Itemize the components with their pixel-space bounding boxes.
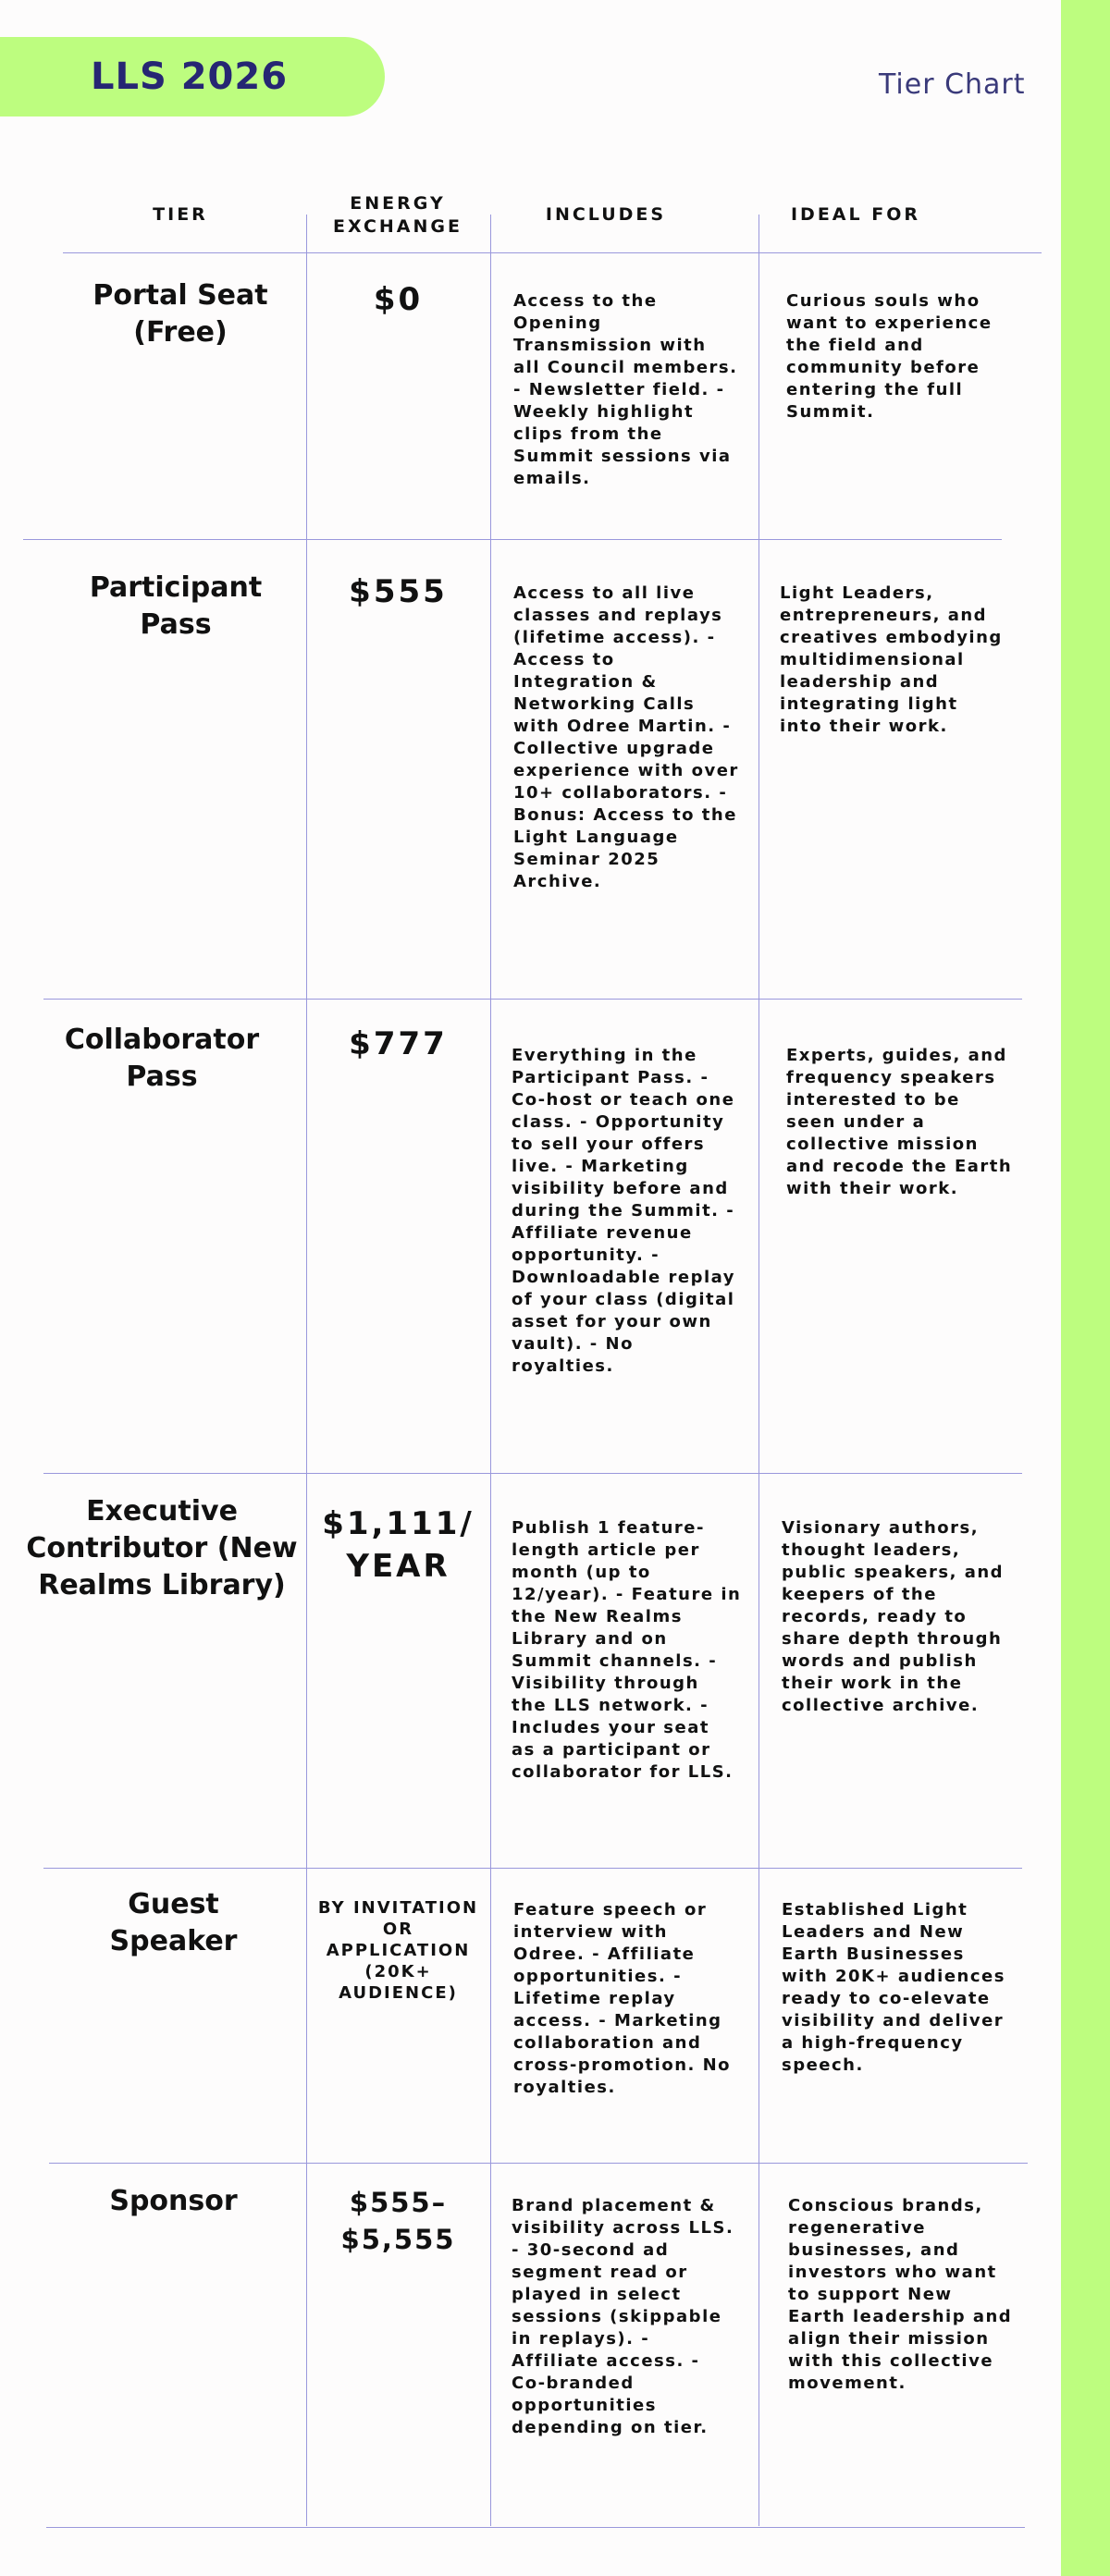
tier-ideal-for: Light Leaders, entrepreneurs, and creatives embodying multidimensional leadership and integrating light into their work.: [780, 583, 1003, 736]
tier-includes: Feature speech or interview with Odree. - Affiliate opportunities. - Lifetime replay access. - Marketing collaboration and cross-promotion. No royalties.: [513, 1900, 732, 2097]
tier-includes: Everything in the Participant Pass. - Co-host or teach one class. - Opportunity to sell your offers live. - Marketing visibility before and during the Summit. - Affiliate revenue opportunity. - Downloadable replay of your class (digital asset for your own vault). - No royalties.: [512, 1046, 735, 1376]
tier-price: $1,111/ YEAR: [322, 1505, 475, 1585]
row-divider: [43, 1473, 1022, 1474]
tier-name: Guest Speaker: [109, 1888, 238, 1957]
tier-name: Sponsor: [109, 2185, 238, 2217]
tier-includes: Publish 1 feature- length article per month (up to 12/year). - Feature in the New Realms Library and on Summit channels. - Visibility through the LLS network. - Includes your seat as a participant or collaborator for LLS.: [512, 1518, 742, 1782]
tier-price: $0: [373, 281, 424, 318]
tier-includes: Brand placement & visibility across LLS. - 30-second ad segment read or played in select sessions (skippable in replays). - Affiliate access. - Co-branded opportunities depending on tier.: [512, 2196, 734, 2437]
col-header-energy-line1: ENERGY: [350, 193, 446, 214]
tier-ideal-for: Experts, guides, and frequency speakers interested to be seen under a collective mission and recode the Earth with their work.: [786, 1046, 1013, 1198]
tier-price: $555– $5,555: [340, 2187, 456, 2255]
row-divider: [49, 2163, 1028, 2164]
col-header-ideal-for: IDEAL FOR: [790, 204, 920, 225]
col-header-includes: INCLUDES: [545, 204, 667, 225]
tier-ideal-for: Conscious brands, regenerative businesses, and investors who want to support New Earth leadership and align their mission with this collective movement.: [788, 2196, 1013, 2393]
tier-includes: Access to all live classes and replays (lifetime access). - Access to Integration & Networking Calls with Odree Martin. - Collective upgrade experience with over 10+ collaborators. - Bonus: Access to the Light Language Seminar 2025 Archive.: [513, 583, 739, 891]
tier-name: Collaborator Pass: [64, 1024, 260, 1093]
column-divider: [306, 215, 307, 2526]
tier-includes: Access to the Opening Transmission with all Council members. - Newsletter field. - Weekly highlight clips from the Summit sessions via emails.: [513, 291, 738, 488]
tier-ideal-for: Visionary authors, thought leaders, public speakers, and keepers of the records, ready to share depth through words and publish their work in the collective archive.: [782, 1518, 1005, 1715]
tier-price: $777: [349, 1025, 448, 1062]
row-divider: [46, 2527, 1025, 2528]
row-divider: [43, 999, 1022, 1000]
right-accent-bar: [1061, 0, 1110, 2576]
tier-ideal-for: Established Light Leaders and New Earth Businesses with 20K+ audiences ready to co-elevate visibility and deliver a high-frequency speech.: [782, 1900, 1005, 2075]
col-header-tier: TIER: [153, 204, 208, 225]
page-subtitle: Tier Chart: [879, 68, 1026, 101]
row-divider: [63, 252, 1042, 253]
col-header-energy-line2: EXCHANGE: [333, 216, 462, 237]
tier-name: Participant Pass: [89, 571, 263, 641]
tier-ideal-for: Curious souls who want to experience the field and community before entering the full Summit.: [786, 291, 993, 422]
row-divider: [23, 539, 1002, 540]
tier-price: BY INVITATION OR APPLICATION (20K+ AUDIENCE): [317, 1898, 479, 2003]
column-divider: [490, 215, 491, 2526]
tier-name: Executive Contributor (New Realms Library): [26, 1495, 298, 1601]
row-divider: [43, 1868, 1022, 1869]
tier-price: $555: [349, 573, 448, 610]
page-title: LLS 2026: [91, 55, 289, 98]
tier-name: Portal Seat (Free): [92, 279, 268, 349]
